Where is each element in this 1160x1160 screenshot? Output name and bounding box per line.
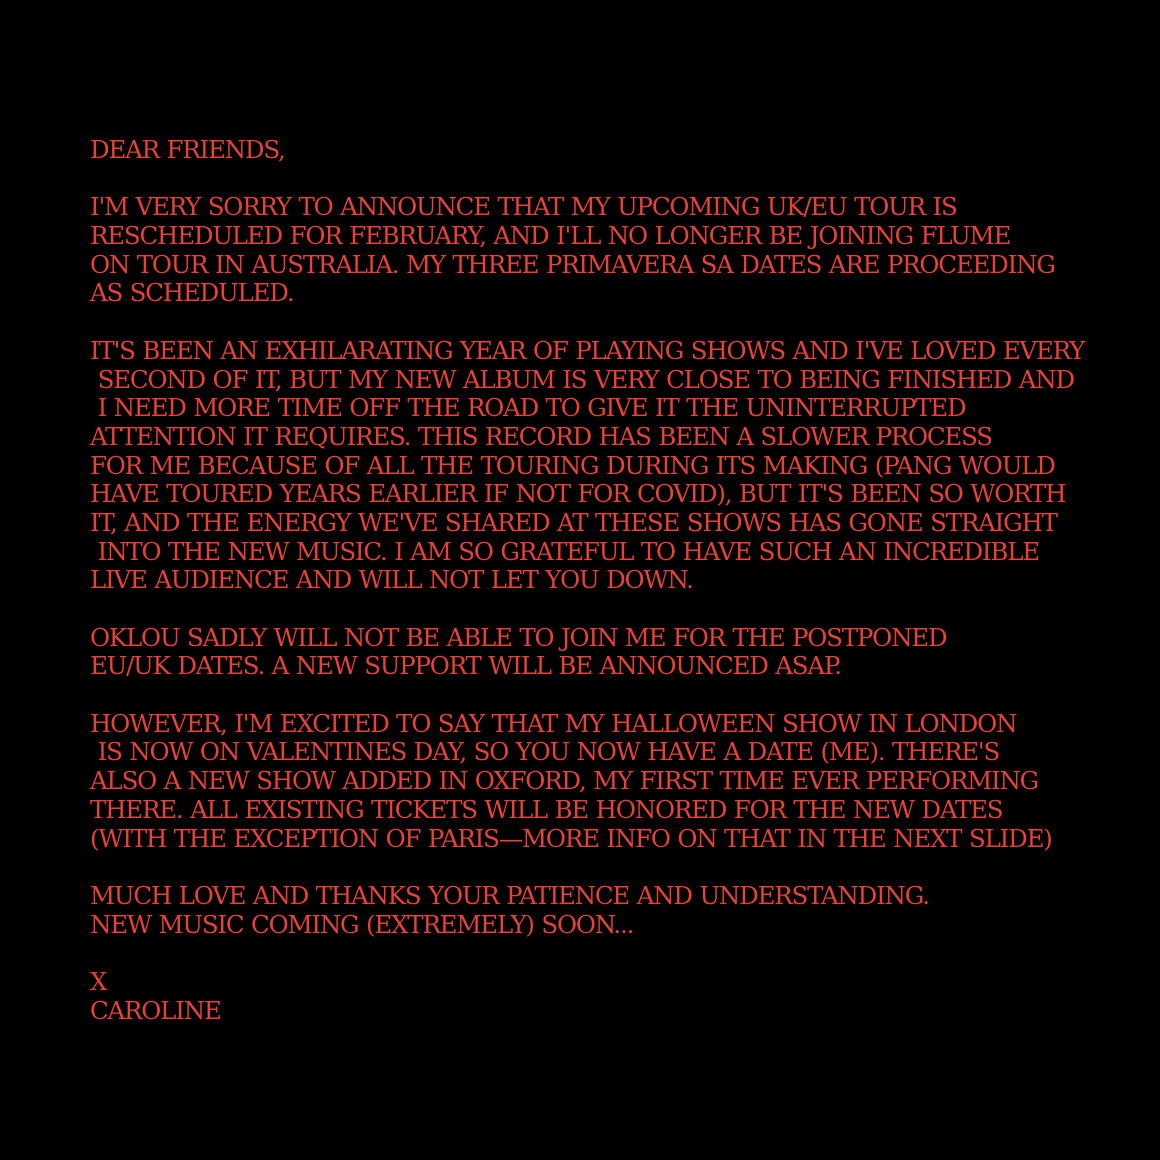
letter-line: ALSO A NEW SHOW ADDED IN OXFORD, MY FIRST TIME EVER PERFORMING xyxy=(90,766,1039,796)
letter-line: AS SCHEDULED. xyxy=(90,278,294,308)
letter-line: ATTENTION IT REQUIRES. THIS RECORD HAS BEEN A SLOWER PROCESS xyxy=(90,421,992,451)
paragraph-closing xyxy=(90,882,1100,939)
greeting-paragraph xyxy=(90,136,1100,165)
paragraph-tour-rescheduled xyxy=(90,193,1100,308)
letter-line: I'M VERY SORRY TO ANNOUNCE THAT MY UPCOMING UK/EU TOUR IS xyxy=(90,192,957,222)
letter-line: HOWEVER, I'M EXCITED TO SAY THAT MY HALLOWEEN SHOW IN LONDON xyxy=(90,708,1017,738)
letter-line: EU/UK DATES. A NEW SUPPORT WILL BE ANNOUNCED ASAP. xyxy=(90,651,841,681)
letter-line: IT'S BEEN AN EXHILARATING YEAR OF PLAYING SHOWS AND I'VE LOVED EVERY xyxy=(90,335,1085,365)
signoff: X xyxy=(90,966,107,996)
letter-line: LIVE AUDIENCE AND WILL NOT LET YOU DOWN. xyxy=(90,565,693,595)
letter-line: FOR ME BECAUSE OF ALL THE TOURING DURING ITS MAKING (PANG WOULD xyxy=(90,450,1055,480)
letter-line: (WITH THE EXCEPTION OF PARIS—MORE INFO ON THAT IN THE NEXT SLIDE) xyxy=(90,823,1052,853)
letter-line: IS NOW ON VALENTINES DAY, SO YOU NOW HAVE A DATE (ME). THERE'S xyxy=(90,737,1000,767)
letter-line: IT, AND THE ENERGY WE'VE SHARED AT THESE SHOWS HAS GONE STRAIGHT xyxy=(90,507,1057,537)
signature: CAROLINE xyxy=(90,995,221,1025)
letter-line: I NEED MORE TIME OFF THE ROAD TO GIVE IT THE UNINTERRUPTED xyxy=(90,393,966,423)
letter xyxy=(90,136,1100,1054)
letter-line: OKLOU SADLY WILL NOT BE ABLE TO JOIN ME FOR THE POSTPONED xyxy=(90,622,947,652)
paragraph-support-act xyxy=(90,624,1100,681)
letter-line: INTO THE NEW MUSIC. I AM SO GRATEFUL TO HAVE SUCH AN INCREDIBLE xyxy=(90,536,1039,566)
letter-line: THERE. ALL EXISTING TICKETS WILL BE HONORED FOR THE NEW DATES xyxy=(90,794,1003,824)
paragraph-new-dates xyxy=(90,710,1100,853)
letter-line: ON TOUR IN AUSTRALIA. MY THREE PRIMAVERA SA DATES ARE PROCEEDING xyxy=(90,249,1055,279)
letter-line: MUCH LOVE AND THANKS YOUR PATIENCE AND UNDERSTANDING. xyxy=(90,880,929,910)
letter-line: NEW MUSIC COMING (EXTREMELY) SOON... xyxy=(90,909,634,939)
letter-line: SECOND OF IT, BUT MY NEW ALBUM IS VERY CLOSE TO BEING FINISHED AND xyxy=(90,364,1074,394)
letter-line: RESCHEDULED FOR FEBRUARY, AND I'LL NO LONGER BE JOINING FLUME xyxy=(90,221,1011,251)
greeting: DEAR FRIENDS, xyxy=(90,135,285,164)
letter-line: HAVE TOURED YEARS EARLIER IF NOT FOR COVID), BUT IT'S BEEN SO WORTH xyxy=(90,479,1066,509)
paragraph-new-album xyxy=(90,337,1100,595)
signature-block xyxy=(90,968,1100,1025)
